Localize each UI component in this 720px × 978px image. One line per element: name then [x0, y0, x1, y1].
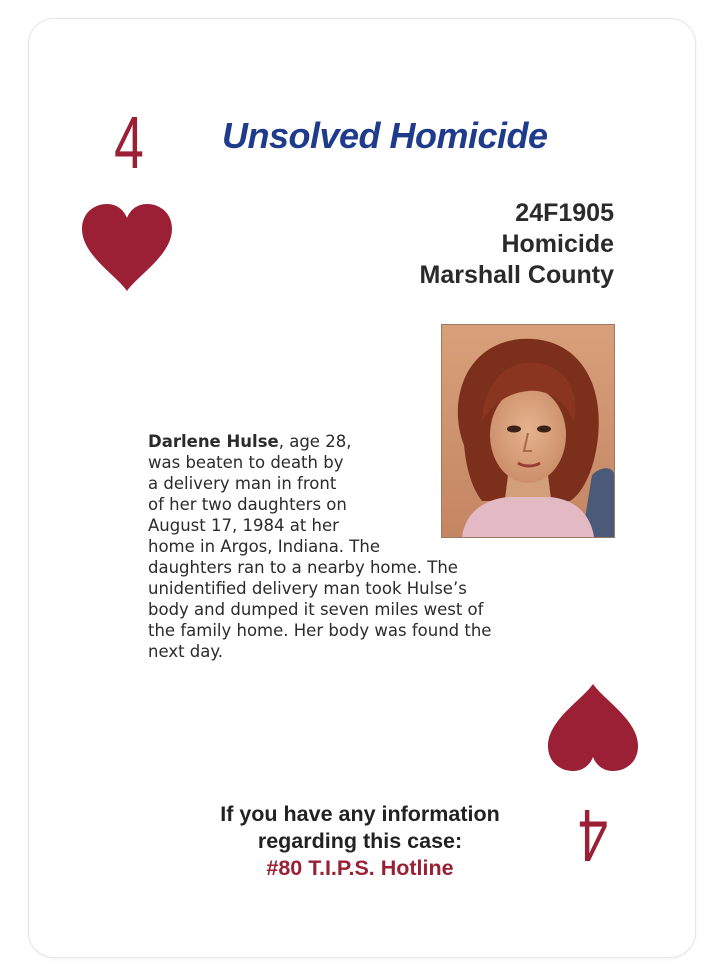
- story-line-8: unidentified delivery man took Hulse’s: [148, 579, 467, 598]
- case-number: 24F1905: [515, 199, 614, 227]
- county-name: Marshall County: [419, 261, 614, 289]
- story-line-6: home in Argos, Indiana. The: [148, 537, 380, 556]
- cta-line-2: regarding this case:: [257, 829, 463, 853]
- hotline-text: #80 T.I.P.S. Hotline: [266, 856, 454, 880]
- story-line-11: next day.: [148, 642, 224, 661]
- story-line-7: daughters ran to a nearby home. The: [148, 558, 458, 577]
- story-line-1: Darlene Hulse, age 28,: [148, 432, 352, 451]
- story-line-2: was beaten to death by: [148, 453, 344, 472]
- cta-line-1: If you have any information: [220, 802, 500, 826]
- story-line-3: a delivery man in front: [148, 474, 337, 493]
- story-line-5: August 17, 1984 at her: [148, 516, 339, 535]
- case-type: Homicide: [501, 230, 614, 258]
- victim-name: Darlene Hulse: [148, 432, 279, 451]
- card-rank-bottom: 4: [578, 794, 608, 877]
- story-line-10: the family home. Her body was found the: [148, 621, 492, 640]
- heart-icon: [80, 203, 174, 293]
- heart-icon: [546, 682, 640, 772]
- case-info: [254, 198, 614, 291]
- story-line-4: of her two daughters on: [148, 495, 347, 514]
- story-line-9: body and dumped it seven miles west of: [148, 600, 484, 619]
- card-title: Unsolved Homicide: [222, 115, 548, 156]
- case-story: [148, 431, 568, 662]
- card-rank-top: 4: [114, 101, 144, 184]
- call-to-action: [160, 801, 560, 882]
